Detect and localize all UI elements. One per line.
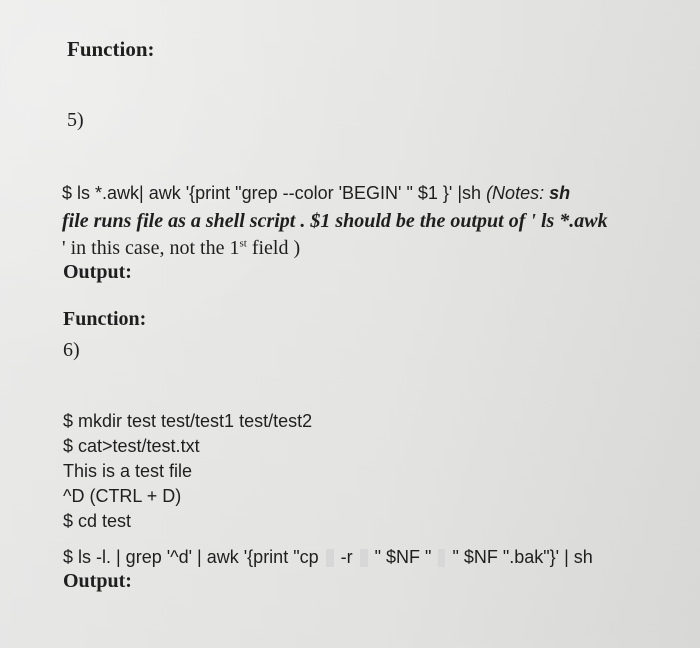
- section-5-command-line: [62, 184, 570, 202]
- section-6-line-6-start: $ ls -l. | grep '^d' | awk '{print "cp: [63, 547, 324, 567]
- section-6-line-6-mid-1: -r: [340, 547, 358, 567]
- section-6-line-6-mid-3: " $NF ".bak"}' | sh: [452, 547, 593, 567]
- section-6-number: 6): [63, 339, 80, 361]
- section-5-note-line-3-prefix: ' in this case, not the 1: [62, 237, 240, 259]
- section-5-command: $ ls *.awk| awk '{print "grep --color 'BEGIN' " $1 }' |sh: [62, 183, 482, 203]
- section-5-note-line-3-suffix: field ): [246, 237, 301, 259]
- section-5-output-label: Output:: [63, 261, 132, 283]
- section-5-note-bold: sh: [549, 183, 571, 203]
- section-6-line-5: $ cd test: [63, 511, 132, 531]
- section-5-note-line-3-superscript: st: [239, 237, 247, 250]
- section-6-output-label: Output:: [63, 570, 132, 592]
- section-6-line-3: This is a test file: [63, 461, 193, 481]
- section-6-line-1: $ mkdir test test/test1 test/test2: [63, 411, 313, 431]
- section-6-function-label: Function:: [63, 308, 147, 330]
- highlight-mark-3: [438, 549, 445, 567]
- section-6-line-4: ^D (CTRL + D): [63, 486, 182, 506]
- section-6-line-6: [63, 548, 593, 567]
- highlight-mark-2: [360, 549, 368, 567]
- section-6-line-2: $ cat>test/test.txt: [63, 436, 200, 456]
- section-6-line-6-mid-2: " $NF ": [374, 547, 432, 567]
- section-5-note-line-2: file runs file as a shell script . $1 should be the output of ' ls *.awk: [62, 210, 608, 232]
- section-5-number: 5): [67, 109, 84, 131]
- section-5-function-label: Function:: [67, 37, 155, 61]
- highlight-mark-1: [326, 549, 334, 567]
- section-5-note-open: (Notes:: [486, 183, 550, 203]
- section-5-note-line-3: [62, 238, 300, 258]
